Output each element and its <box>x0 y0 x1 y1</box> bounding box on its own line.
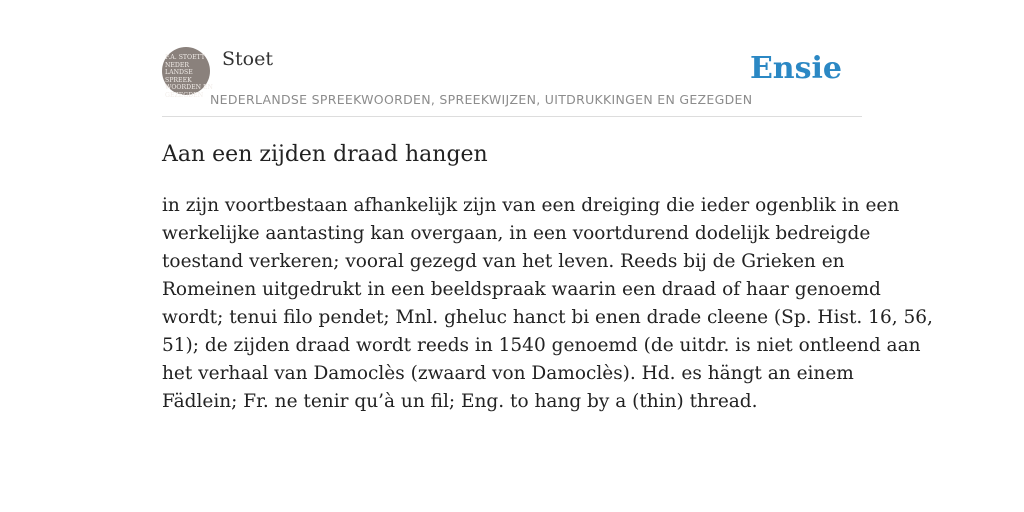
definition-line: in zijn voortbestaan afhankelijk zijn van een dreiging die ieder ogenblik in een <box>162 195 900 216</box>
definition-line: Romeinen uitgedrukt in een beeldspraak waarin een draad of haar genoemd <box>162 279 881 300</box>
avatar-line: GEZEGDEN <box>165 91 204 99</box>
definition-line: wordt; tenui filo pendet; Mnl. gheluc hanct bi enen drade cleene (Sp. Hist. 16, 56, <box>162 307 933 328</box>
definition-line: 51); de zijden draad wordt reeds in 1540 genoemd (de uitdr. is niet ontleend aan <box>162 335 921 356</box>
avatar-line: LANDSE <box>165 69 193 77</box>
entry-title: Aan een zijden draad hangen <box>162 142 488 167</box>
avatar-line: WOORDEN EN <box>165 84 213 92</box>
definition-line: werkelijke aantasting kan overgaan, in een voortdurend dodelijk bedreigde <box>162 223 871 244</box>
author-link[interactable]: Stoet <box>222 48 273 70</box>
avatar-line: SPREEK <box>165 76 192 84</box>
definition-line: het verhaal van Damoclès (zwaard von Damoclès). Hd. es hängt an einem <box>162 363 854 384</box>
avatar-book-cover <box>165 54 213 100</box>
avatar[interactable] <box>162 47 213 99</box>
source-subtitle: NEDERLANDSE SPREEKWOORDEN, SPREEKWIJZEN, UITDRUKKINGEN EN GEZEGDEN <box>210 92 753 107</box>
definition-line: toestand verkeren; vooral gezegd van het leven. Reeds bij de Grieken en <box>162 251 845 272</box>
avatar-line: NEDER <box>165 61 190 69</box>
brand-logo[interactable]: Ensie <box>749 51 842 86</box>
definition-line: Fädlein; Fr. ne tenir qu’à un fil; Eng. to hang by a (thin) thread. <box>162 391 758 412</box>
header <box>162 46 862 117</box>
page <box>162 0 933 512</box>
entry-definition <box>162 192 933 416</box>
avatar-line: F.A. STOETT <box>165 54 206 61</box>
